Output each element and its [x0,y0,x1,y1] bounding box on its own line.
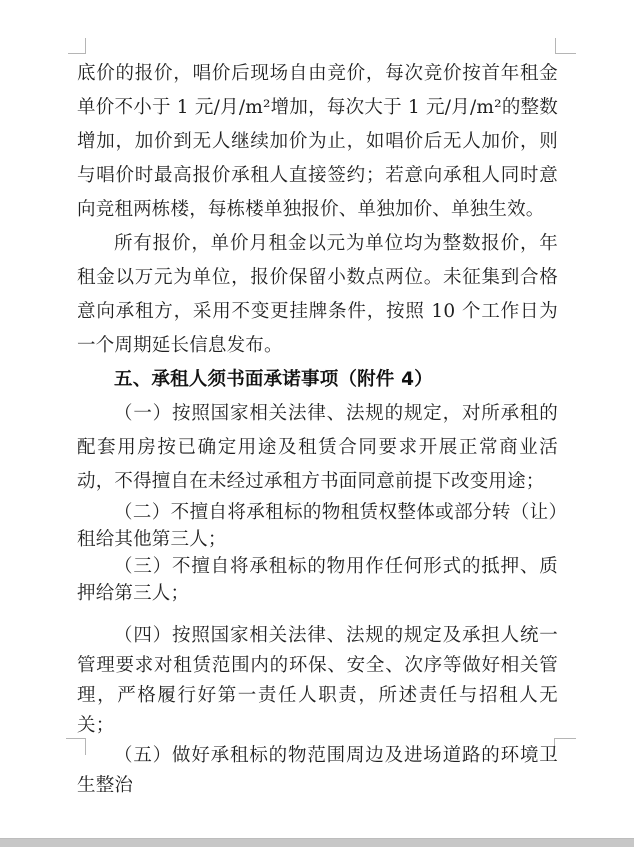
paragraph-bidding-rules-continued: 底价的报价，唱价后现场自由竞价，每次竞价按首年租金单价不小于 1 元/月/m²增加，每次大于 1 元/月/m²的整数增加，加价到无人继续加价为止，如唱价后无人加价，则与唱价时最高报价承租人直接签约；若意向承租人同时意向竞租两栋楼，每栋楼单独报价、单独加价、单独生效。 [77,63,558,220]
paragraph-commitment-2: （二）不擅自将承租标的物租赁权整体或部分转（让）租给其他第三人； [77,502,558,550]
paragraph-commitment-5: （五）做好承租标的物范围周边及进场道路的环境卫生整治 [77,745,558,796]
paragraph-commitment-1: （一）按照国家相关法律、法规的规定，对所承租的配套用房按已确定用途及租赁合同要求开展正常商业活动，不得擅自在未经过承租方书面同意前提下改变用途； [77,403,558,492]
paragraph-commitment-4: （四）按照国家相关法律、法规的规定及承担人统一管理要求对租赁范围内的环保、安全、次序等做好相关管理，严格履行好第一责任人职责，所述责任与招租人无关； [77,625,558,736]
paragraph-commitment-3: （三）不擅自将承租标的物用作任何形式的抵押、质押给第三人； [77,556,558,604]
text-content [77,57,558,801]
margin-corner-mark-top-right [555,38,576,54]
canvas-below-page [0,838,634,847]
section-heading-commitments: 五、承租人须书面承诺事项（附件 4） [114,369,433,390]
paragraph-quotation-units: 所有报价，单价月租金以元为单位均为整数报价，年租金以万元为单位，报价保留小数点两位。未征集到合格意向承租方，采用不变更挂牌条件，按照 10 个工作日为一个周期延长信息发布。 [77,233,558,356]
margin-corner-mark-top-left [68,38,86,54]
